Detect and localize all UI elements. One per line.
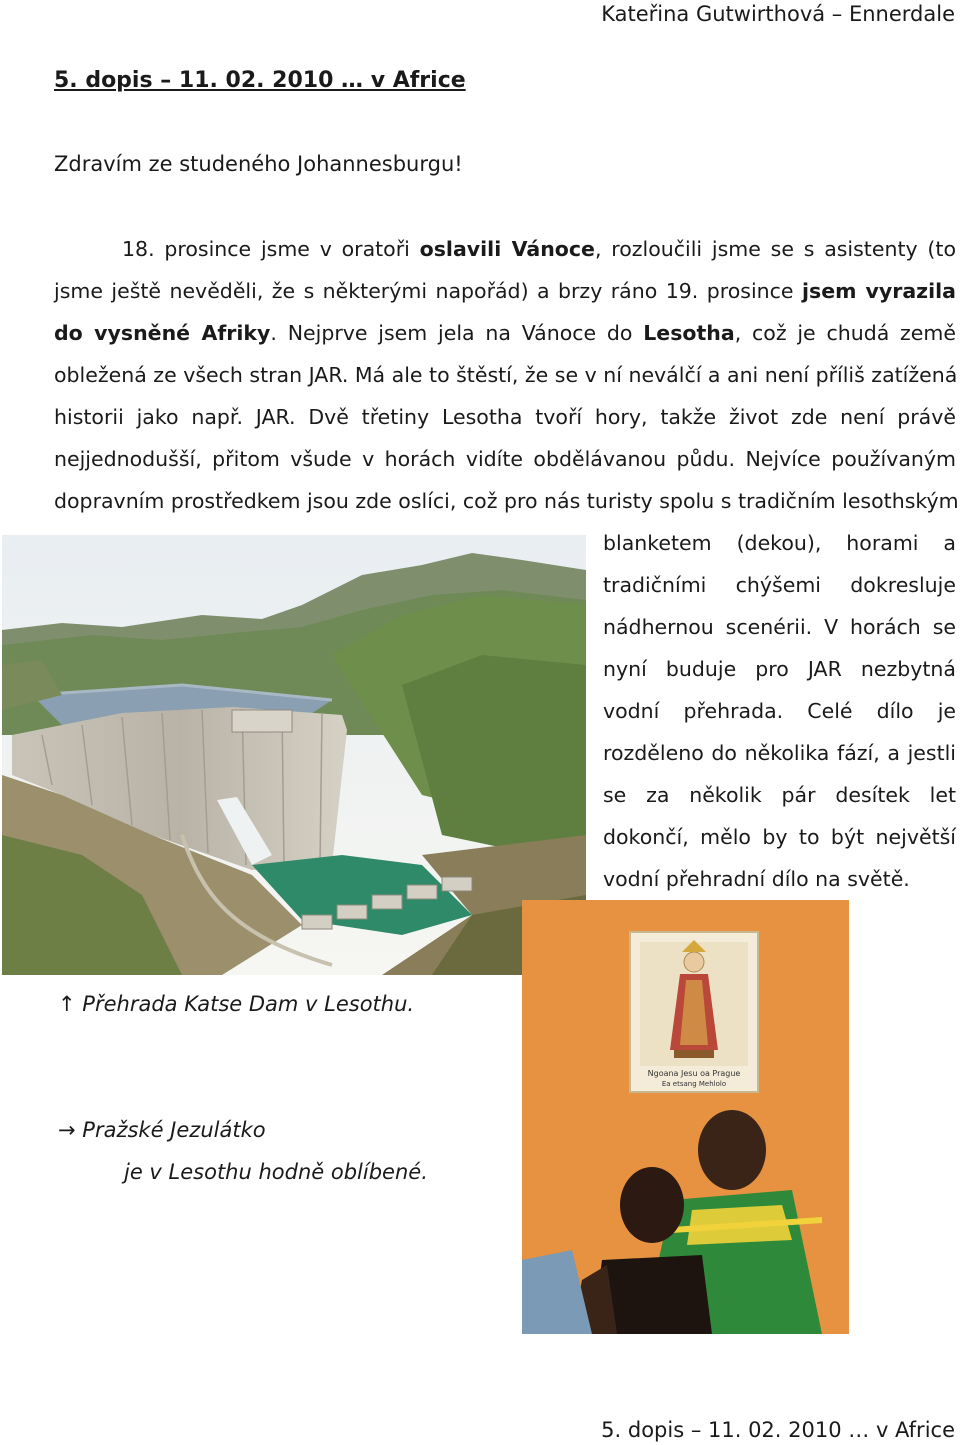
poster-caption-line-2: je v Lesothu hodně oblíbené. xyxy=(124,1160,428,1184)
paragraph-line-4: obležená ze všech stran JAR. Má ale to štěstí, že se v ní neválčí a ani není příliš zatížená xyxy=(54,363,958,387)
paragraph-line-6: nejjednodušší, přitom všude v horách vidíte obdělávanou půdu. Nejvíce používaným xyxy=(54,447,956,471)
document-title: 5. dopis – 11. 02. 2010 … v Africe xyxy=(54,68,466,93)
header-author: Kateřina Gutwirthová – Ennerdale xyxy=(601,2,955,26)
greeting: Zdravím ze studeného Johannesburgu! xyxy=(54,152,463,176)
paragraph-line-2: jsme ještě nevěděli, že s některými napořád) a brzy ráno 19. prosince jsem vyrazila xyxy=(54,279,957,303)
arrow-up-icon: ↑ xyxy=(58,992,76,1016)
paragraph-wrap-line-1: blanketem (dekou), horami a xyxy=(603,531,956,555)
dam-photo xyxy=(2,535,586,975)
page-footer: 5. dopis – 11. 02. 2010 … v Africe xyxy=(601,1418,955,1442)
paragraph-wrap-line-4: nyní buduje pro JAR nezbytná xyxy=(603,657,956,681)
poster-text-line-2: Ea etsang Mehlolo xyxy=(661,1080,727,1088)
poster-text-line-1: Ngoana Jesu oa Prague xyxy=(647,1069,741,1078)
jezulatko-poster-photo xyxy=(522,900,849,1334)
paragraph-wrap-line-7: se za několik pár desítek let xyxy=(603,783,956,807)
paragraph-wrap-line-9: vodní přehradní dílo na světě. xyxy=(603,867,910,891)
paragraph-line-7: dopravním prostředkem jsou zde oslíci, což pro nás turisty spolu s tradičním lesothským xyxy=(54,489,959,513)
paragraph-wrap-line-2: tradičními chýšemi dokresluje xyxy=(603,573,956,597)
paragraph-line-1: 18. prosince jsme v oratoři oslavili Vánoce, rozloučili jsme se s asistenty (to xyxy=(122,237,956,261)
paragraph-line-3: do vysněné Afriky. Nejprve jsem jela na Vánoce do Lesotha, což je chudá země xyxy=(54,321,957,345)
paragraph-wrap-line-3: nádhernou scenérii. V horách se xyxy=(603,615,956,639)
dam-caption: ↑ Přehrada Katse Dam v Lesothu. xyxy=(58,992,415,1016)
poster-caption-line-1: → Pražské Jezulátko xyxy=(58,1118,266,1142)
paragraph-wrap-line-8: dokončí, mělo by to být největší xyxy=(603,825,956,849)
arrow-right-icon: → xyxy=(58,1118,76,1142)
paragraph-wrap-line-6: rozděleno do několika fází, a jestli xyxy=(603,741,956,765)
paragraph-line-5: historii jako např. JAR. Dvě třetiny Lesotha tvoří hory, takže život zde není právě xyxy=(54,405,956,429)
paragraph-wrap-line-5: vodní přehrada. Celé dílo je xyxy=(603,699,956,723)
